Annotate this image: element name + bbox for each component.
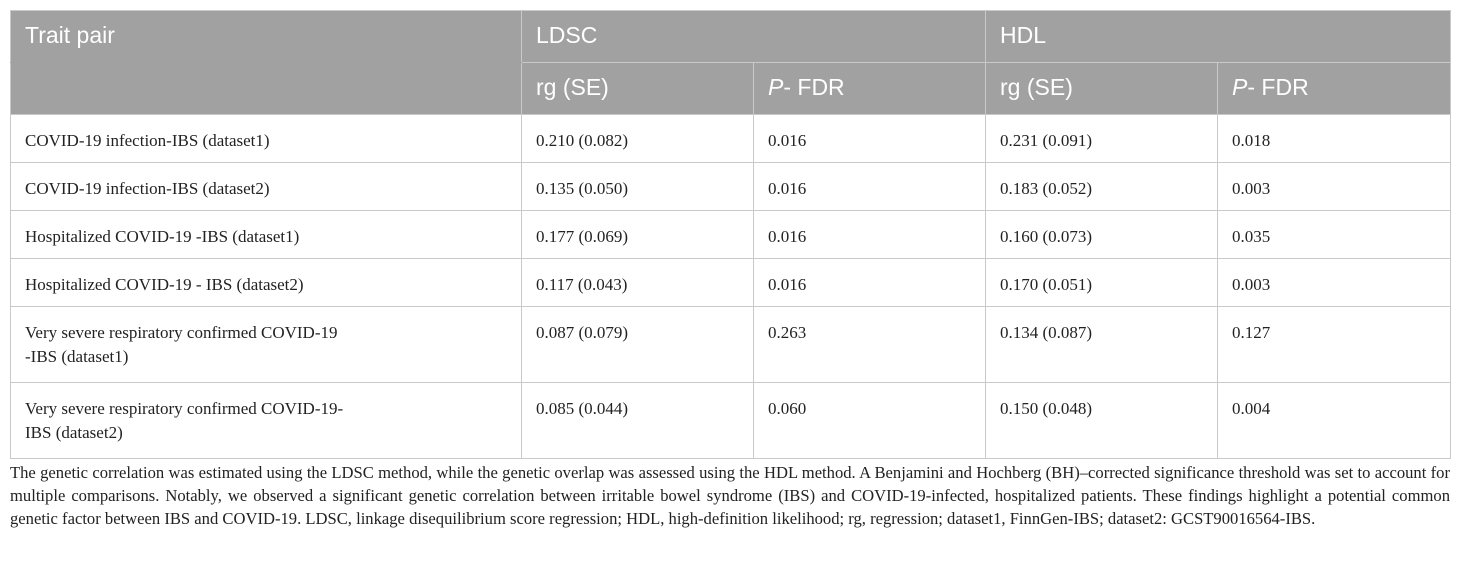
fdr-label: - FDR bbox=[783, 74, 845, 100]
ldsc-p-cell: 0.016 bbox=[754, 163, 986, 211]
trait-cell: COVID-19 infection-IBS (dataset1) bbox=[11, 115, 522, 163]
p-label: P bbox=[768, 74, 784, 100]
hdl-rg-cell: 0.160 (0.073) bbox=[986, 211, 1218, 259]
header-ldsc-p bbox=[754, 63, 986, 115]
table-footnote: The genetic correlation was estimated using the LDSC method, while the genetic overlap was assessed using the HDL method. A Benjamini and Hochberg (BH)–corrected significance threshold was set to account for multiple comparisons. Notably, we observed a significant genetic correlation between irritable bowel syndrome (IBS) and COVID-19-infected, hospitalized patients. These findings highlight a potential common genetic factor between IBS and COVID-19. LDSC, linkage disequilibrium score regression; HDL, high-definition likelihood; rg, regression; dataset1, FinnGen-IBS; dataset2: GCST90016564-IBS. bbox=[10, 463, 1450, 528]
hdl-rg-cell: 0.170 (0.051) bbox=[986, 259, 1218, 307]
header-hdl: HDL bbox=[986, 11, 1451, 63]
hdl-rg-cell: 0.231 (0.091) bbox=[986, 115, 1218, 163]
table-row bbox=[11, 307, 1451, 383]
hdl-rg-cell: 0.134 (0.087) bbox=[986, 307, 1218, 383]
table-row bbox=[11, 115, 1451, 163]
ldsc-rg-cell: 0.117 (0.043) bbox=[522, 259, 754, 307]
ldsc-rg-cell: 0.135 (0.050) bbox=[522, 163, 754, 211]
header-hdl-rg: rg (SE) bbox=[986, 63, 1218, 115]
table-row bbox=[11, 163, 1451, 211]
header-trait-spacer bbox=[11, 63, 522, 115]
hdl-p-cell: 0.127 bbox=[1218, 307, 1451, 383]
header-ldsc: LDSC bbox=[522, 11, 986, 63]
hdl-rg-cell: 0.150 (0.048) bbox=[986, 383, 1218, 459]
trait-line-2: IBS (dataset2) bbox=[25, 423, 123, 442]
header-trait-pair: Trait pair bbox=[11, 11, 522, 63]
ldsc-rg-cell: 0.087 (0.079) bbox=[522, 307, 754, 383]
trait-cell: Hospitalized COVID-19 - IBS (dataset2) bbox=[11, 259, 522, 307]
ldsc-p-cell: 0.016 bbox=[754, 259, 986, 307]
hdl-p-cell: 0.003 bbox=[1218, 259, 1451, 307]
hdl-p-cell: 0.018 bbox=[1218, 115, 1451, 163]
ldsc-p-cell: 0.263 bbox=[754, 307, 986, 383]
table-container bbox=[10, 10, 1450, 459]
trait-line-1: Very severe respiratory confirmed COVID-19 bbox=[25, 323, 338, 342]
p-label: P bbox=[1232, 74, 1248, 100]
trait-cell bbox=[11, 307, 522, 383]
header-ldsc-rg: rg (SE) bbox=[522, 63, 754, 115]
hdl-p-cell: 0.035 bbox=[1218, 211, 1451, 259]
hdl-p-cell: 0.003 bbox=[1218, 163, 1451, 211]
ldsc-rg-cell: 0.210 (0.082) bbox=[522, 115, 754, 163]
table-row bbox=[11, 383, 1451, 459]
ldsc-rg-cell: 0.177 (0.069) bbox=[522, 211, 754, 259]
fdr-label: - FDR bbox=[1247, 74, 1309, 100]
trait-cell: Hospitalized COVID-19 -IBS (dataset1) bbox=[11, 211, 522, 259]
table-body bbox=[11, 115, 1451, 459]
hdl-rg-cell: 0.183 (0.052) bbox=[986, 163, 1218, 211]
hdl-p-cell: 0.004 bbox=[1218, 383, 1451, 459]
trait-line-2: -IBS (dataset1) bbox=[25, 347, 129, 366]
table-row bbox=[11, 211, 1451, 259]
trait-cell: COVID-19 infection-IBS (dataset2) bbox=[11, 163, 522, 211]
table-row bbox=[11, 259, 1451, 307]
trait-cell bbox=[11, 383, 522, 459]
trait-line-1: Very severe respiratory confirmed COVID-19- bbox=[25, 399, 344, 418]
genetic-correlation-table bbox=[10, 10, 1451, 459]
table-header bbox=[11, 11, 1451, 115]
ldsc-p-cell: 0.016 bbox=[754, 211, 986, 259]
ldsc-rg-cell: 0.085 (0.044) bbox=[522, 383, 754, 459]
ldsc-p-cell: 0.016 bbox=[754, 115, 986, 163]
ldsc-p-cell: 0.060 bbox=[754, 383, 986, 459]
header-hdl-p bbox=[1218, 63, 1451, 115]
